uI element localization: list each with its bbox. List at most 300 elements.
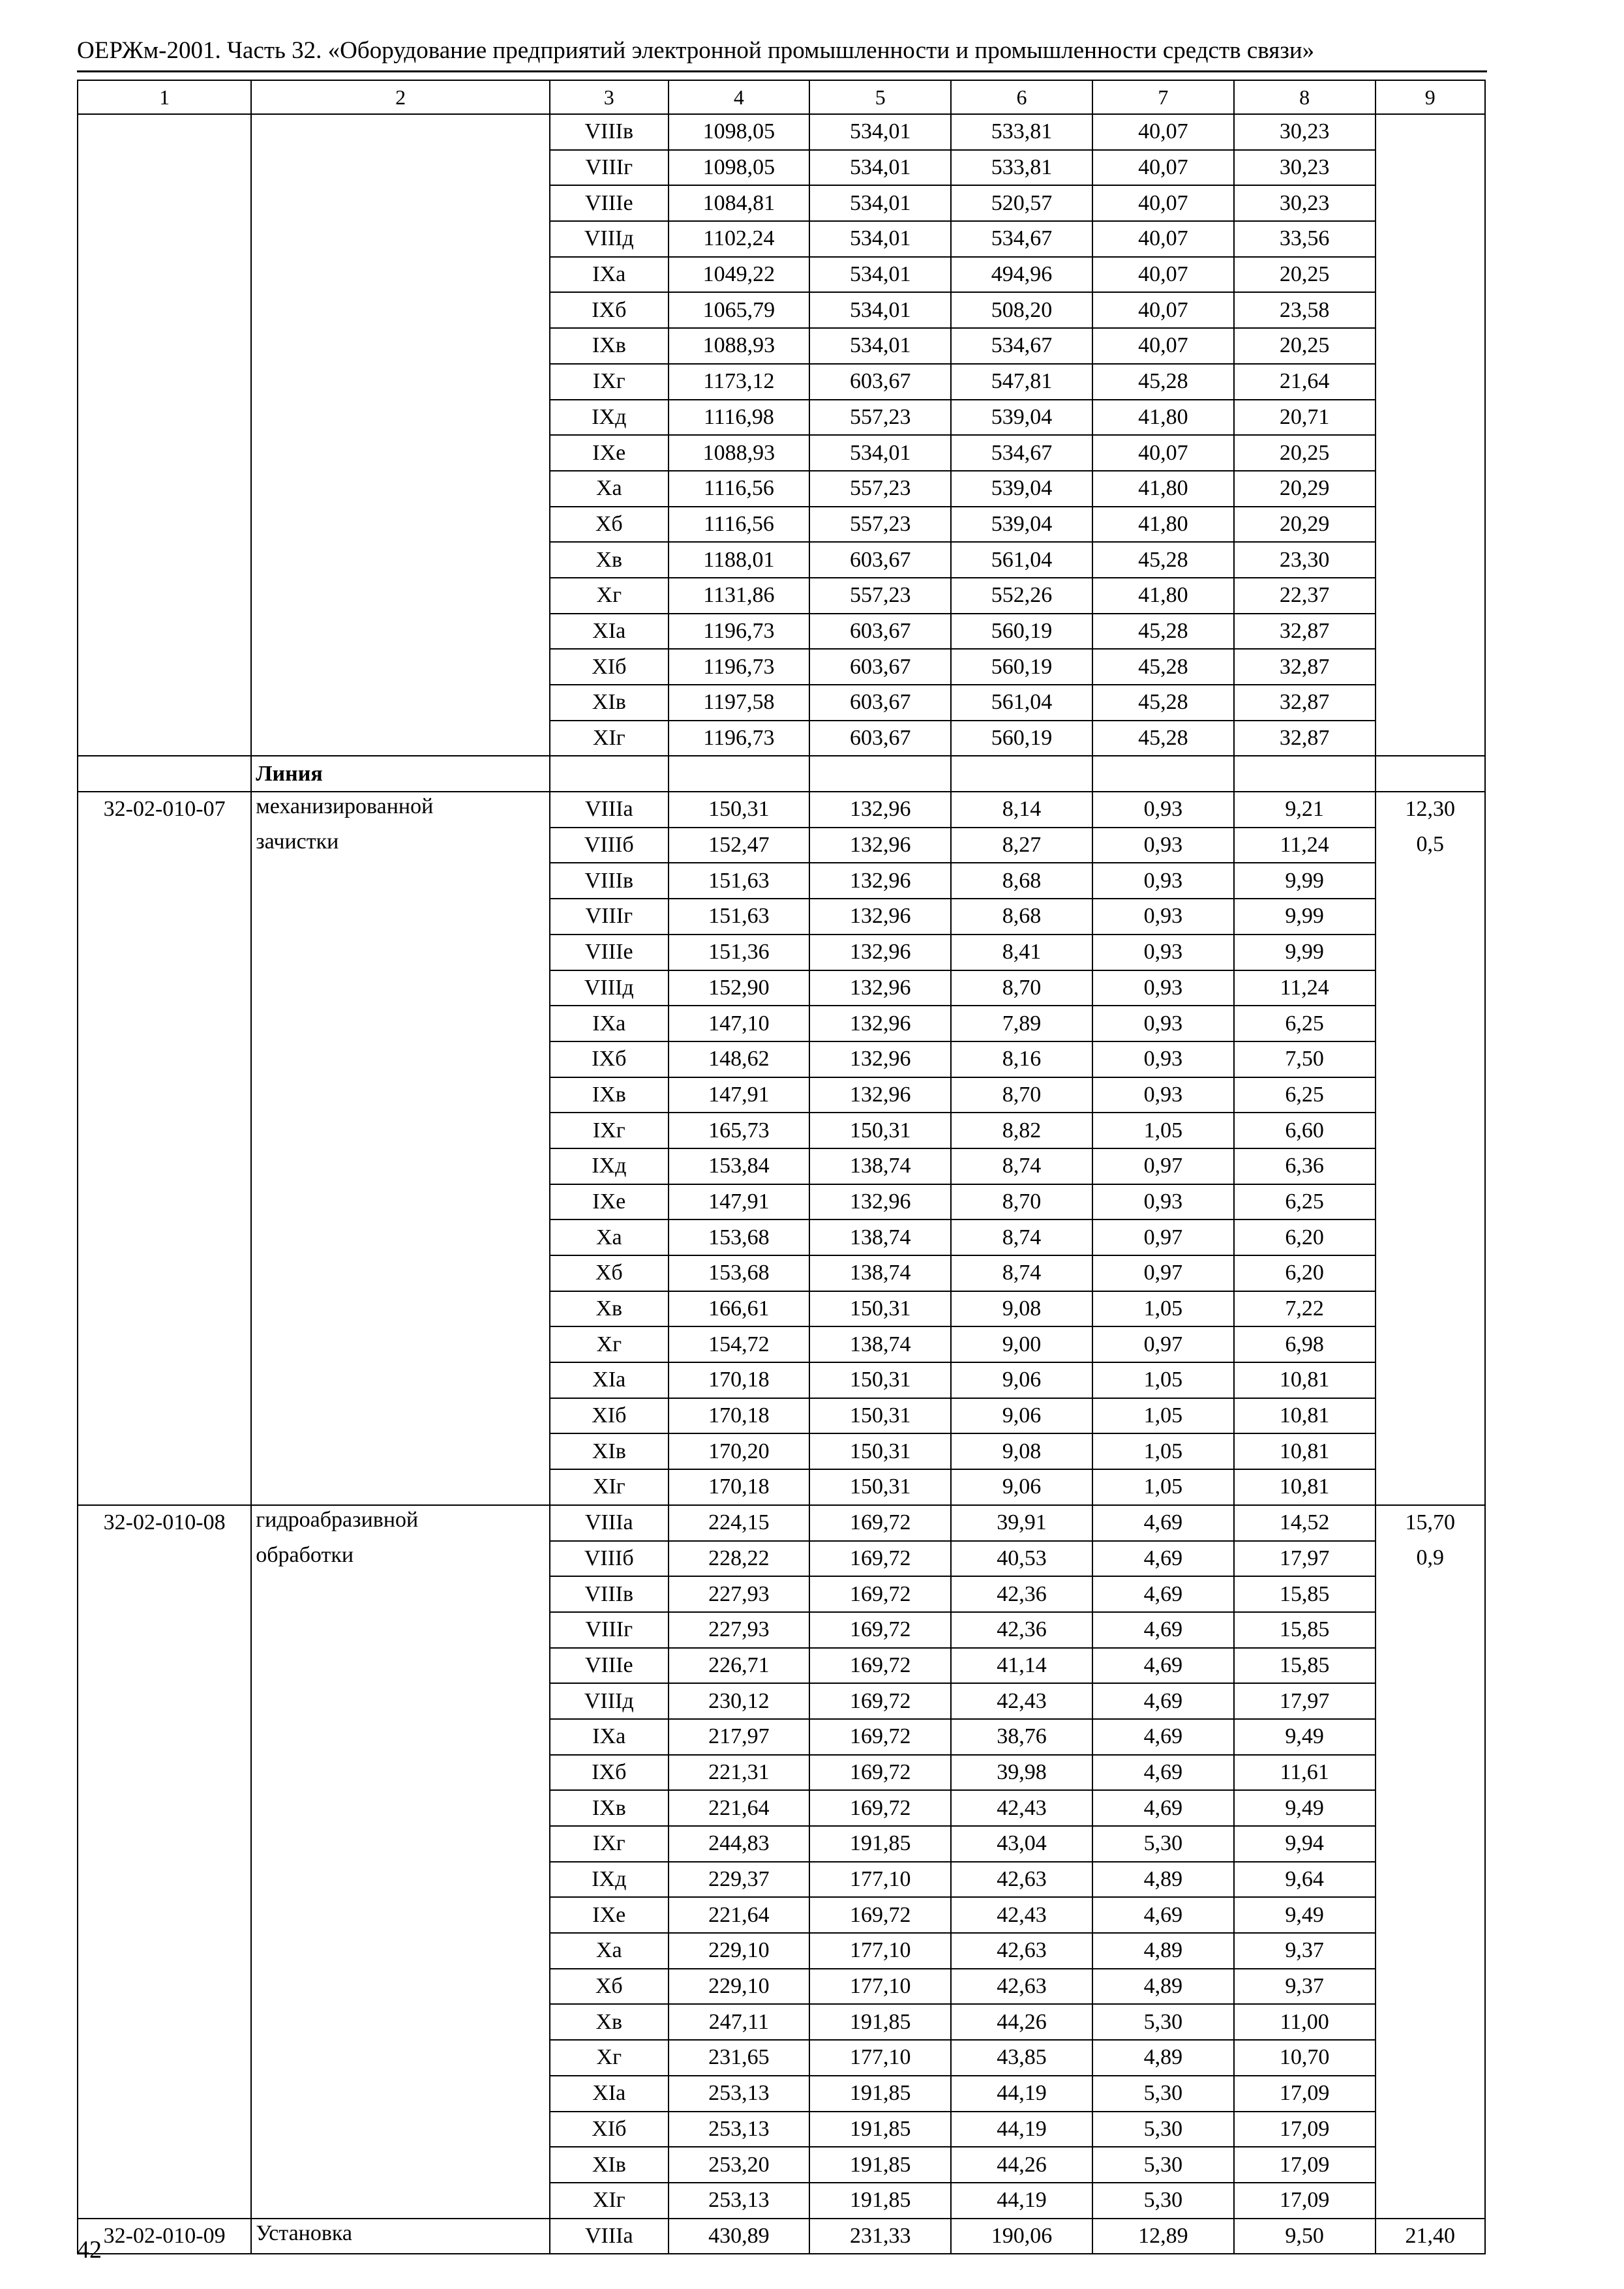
value-cell: 230,12 — [669, 1683, 810, 1719]
value-cell: 41,80 — [1092, 471, 1234, 507]
code-cell — [78, 1612, 251, 1648]
value-cell: 169,72 — [809, 1505, 951, 1541]
value-cell: 15,85 — [1234, 1576, 1376, 1612]
value-cell: 231,33 — [809, 2219, 951, 2254]
code-cell — [78, 2112, 251, 2147]
code-cell — [78, 2004, 251, 2040]
name-cell — [251, 649, 550, 685]
col9-cell — [1376, 1148, 1485, 1184]
value-cell: VIIIе — [550, 935, 669, 970]
table-row — [78, 828, 1485, 863]
code-cell — [78, 1648, 251, 1684]
value-cell: VIIIд — [550, 221, 669, 257]
value-cell: 43,04 — [951, 1826, 1092, 1862]
value-cell: XIб — [550, 1398, 669, 1434]
code-cell — [78, 471, 251, 507]
column-number: 9 — [1376, 80, 1485, 114]
table-row — [78, 1255, 1485, 1291]
value-cell: 224,15 — [669, 1505, 810, 1541]
value-cell: 190,06 — [951, 2219, 1092, 2254]
col9-cell — [1376, 400, 1485, 436]
table-row — [78, 114, 1485, 150]
table-row — [78, 721, 1485, 756]
value-cell: 430,89 — [669, 2219, 810, 2254]
value-cell: 150,31 — [669, 792, 810, 828]
value-cell: 229,37 — [669, 1862, 810, 1898]
code-cell — [78, 400, 251, 436]
table-row — [78, 1469, 1485, 1505]
code-cell — [78, 649, 251, 685]
name-cell — [251, 935, 550, 970]
name-cell — [251, 1612, 550, 1648]
code-cell — [78, 1113, 251, 1148]
code-cell — [78, 1148, 251, 1184]
value-cell: 138,74 — [809, 1255, 951, 1291]
value-cell: 17,09 — [1234, 2076, 1376, 2112]
col9-cell — [1376, 1362, 1485, 1398]
code-cell — [78, 114, 251, 150]
name-cell — [251, 185, 550, 221]
value-cell: 39,98 — [951, 1755, 1092, 1791]
value-cell: 4,69 — [1092, 1897, 1234, 1933]
col9-cell — [1376, 185, 1485, 221]
value-cell: 4,89 — [1092, 1862, 1234, 1898]
name-cell — [251, 2112, 550, 2147]
value-cell: 138,74 — [809, 1326, 951, 1362]
value-cell: 547,81 — [951, 364, 1092, 400]
value-cell: 0,93 — [1092, 1184, 1234, 1220]
value-cell: 11,24 — [1234, 970, 1376, 1006]
value-cell: 1098,05 — [669, 114, 810, 150]
value-cell: 23,58 — [1234, 292, 1376, 328]
table-row — [78, 1006, 1485, 1041]
table-row — [78, 970, 1485, 1006]
table-row — [78, 1291, 1485, 1327]
name-cell — [251, 328, 550, 364]
value-cell: 165,73 — [669, 1113, 810, 1148]
value-cell: 8,68 — [951, 863, 1092, 899]
value-cell: 560,19 — [951, 721, 1092, 756]
table-row — [78, 935, 1485, 970]
value-cell: 132,96 — [809, 1077, 951, 1113]
col9-cell — [1376, 1113, 1485, 1148]
value-cell: 20,29 — [1234, 471, 1376, 507]
value-cell: VIIIг — [550, 1612, 669, 1648]
value-cell: 228,22 — [669, 1541, 810, 1577]
name-cell: механизированной — [251, 792, 550, 828]
value-cell: 9,08 — [951, 1433, 1092, 1469]
table-row — [78, 1719, 1485, 1755]
name-cell — [251, 685, 550, 721]
value-cell: 9,21 — [1234, 792, 1376, 828]
table-row — [78, 1219, 1485, 1255]
table-row — [78, 2219, 1485, 2254]
value-cell: 30,23 — [1234, 114, 1376, 150]
value-cell: Xв — [550, 542, 669, 578]
value-cell: 4,69 — [1092, 1576, 1234, 1612]
value-cell: IXб — [550, 1041, 669, 1077]
name-cell — [251, 1648, 550, 1684]
value-cell: 132,96 — [809, 1041, 951, 1077]
col9-cell — [1376, 1862, 1485, 1898]
code-cell — [78, 1541, 251, 1577]
value-cell: 5,30 — [1092, 2004, 1234, 2040]
value-cell: 557,23 — [809, 400, 951, 436]
value-cell: 15,85 — [1234, 1612, 1376, 1648]
name-cell — [251, 364, 550, 400]
table-row — [78, 2040, 1485, 2076]
name-cell — [251, 1362, 550, 1398]
table-row — [78, 292, 1485, 328]
code-cell — [78, 507, 251, 543]
value-cell: 1049,22 — [669, 257, 810, 293]
value-cell: 9,99 — [1234, 935, 1376, 970]
value-cell: 132,96 — [809, 970, 951, 1006]
value-cell: XIa — [550, 614, 669, 650]
table-row — [78, 2147, 1485, 2183]
value-cell: 1188,01 — [669, 542, 810, 578]
code-cell — [78, 756, 251, 792]
value-cell: VIIIе — [550, 1648, 669, 1684]
table-row — [78, 1541, 1485, 1577]
value-cell: 8,82 — [951, 1113, 1092, 1148]
value-cell: 45,28 — [1092, 685, 1234, 721]
value-cell: IXд — [550, 1862, 669, 1898]
value-cell: 560,19 — [951, 649, 1092, 685]
value-cell: 229,10 — [669, 1969, 810, 2005]
name-cell — [251, 1041, 550, 1077]
name-cell — [251, 1433, 550, 1469]
value-cell: 40,07 — [1092, 150, 1234, 186]
value-cell: 561,04 — [951, 685, 1092, 721]
value-cell: 150,31 — [809, 1362, 951, 1398]
name-cell: Установка — [251, 2219, 550, 2254]
value-cell: IXе — [550, 1184, 669, 1220]
code-cell — [78, 1326, 251, 1362]
value-cell: 132,96 — [809, 828, 951, 863]
table-row — [78, 685, 1485, 721]
value-cell: IXa — [550, 1006, 669, 1041]
value-cell: 253,13 — [669, 2112, 810, 2147]
name-cell — [251, 1006, 550, 1041]
code-cell — [78, 150, 251, 186]
value-cell: 22,37 — [1234, 578, 1376, 614]
value-cell: 221,64 — [669, 1897, 810, 1933]
name-cell — [251, 114, 550, 150]
table-row — [78, 792, 1485, 828]
value-cell: 561,04 — [951, 542, 1092, 578]
name-cell — [251, 435, 550, 471]
table-row — [78, 1862, 1485, 1898]
value-cell: 138,74 — [809, 1148, 951, 1184]
value-cell: 177,10 — [809, 1862, 951, 1898]
table-row — [78, 1576, 1485, 1612]
name-cell — [251, 1398, 550, 1434]
value-cell: IXг — [550, 364, 669, 400]
col9-cell — [1376, 471, 1485, 507]
value-cell: IXе — [550, 1897, 669, 1933]
value-cell: 132,96 — [809, 1184, 951, 1220]
value-cell: 227,93 — [669, 1576, 810, 1612]
value-cell: 170,18 — [669, 1362, 810, 1398]
value-cell: XIг — [550, 1469, 669, 1505]
value-cell: 603,67 — [809, 649, 951, 685]
name-cell — [251, 542, 550, 578]
col9-cell — [1376, 150, 1485, 186]
col9-cell — [1376, 614, 1485, 650]
value-cell: 5,30 — [1092, 1826, 1234, 1862]
code-cell — [78, 685, 251, 721]
table-row — [78, 649, 1485, 685]
value-cell: 41,80 — [1092, 578, 1234, 614]
code-cell — [78, 1291, 251, 1327]
code-cell — [78, 1755, 251, 1791]
value-cell: 40,07 — [1092, 185, 1234, 221]
name-cell — [251, 507, 550, 543]
value-cell: 1197,58 — [669, 685, 810, 721]
code-cell — [78, 221, 251, 257]
value-cell: 221,64 — [669, 1790, 810, 1826]
col9-cell — [1376, 756, 1485, 792]
value-cell: VIIIa — [550, 2219, 669, 2254]
value-cell: 42,43 — [951, 1683, 1092, 1719]
value-cell: 152,90 — [669, 970, 810, 1006]
value-cell: 1,05 — [1092, 1291, 1234, 1327]
value-cell: 169,72 — [809, 1683, 951, 1719]
value-cell: 11,24 — [1234, 828, 1376, 863]
value-cell: 30,23 — [1234, 185, 1376, 221]
value-cell: 5,30 — [1092, 2183, 1234, 2219]
value-cell: 10,81 — [1234, 1433, 1376, 1469]
code-cell — [78, 828, 251, 863]
col9-cell — [1376, 2004, 1485, 2040]
value-cell: 42,43 — [951, 1790, 1092, 1826]
value-cell: IXв — [550, 328, 669, 364]
value-cell: 152,47 — [669, 828, 810, 863]
value-cell: 44,26 — [951, 2004, 1092, 2040]
col9-cell — [1376, 649, 1485, 685]
name-cell — [251, 1897, 550, 1933]
value-cell: 42,63 — [951, 1933, 1092, 1969]
table-row — [78, 1755, 1485, 1791]
col9-cell — [1376, 863, 1485, 899]
value-cell: 44,19 — [951, 2183, 1092, 2219]
value-cell: 44,19 — [951, 2076, 1092, 2112]
table-row — [78, 578, 1485, 614]
value-cell: 253,20 — [669, 2147, 810, 2183]
name-cell — [251, 1683, 550, 1719]
table-row — [78, 328, 1485, 364]
value-cell: 1088,93 — [669, 328, 810, 364]
value-cell: 1084,81 — [669, 185, 810, 221]
code-cell — [78, 614, 251, 650]
group-label-row — [78, 756, 1485, 792]
code-cell — [78, 2183, 251, 2219]
value-cell: 7,89 — [951, 1006, 1092, 1041]
value-cell: 0,93 — [1092, 935, 1234, 970]
value-cell: IXв — [550, 1790, 669, 1826]
col9-cell — [1376, 292, 1485, 328]
value-cell: 5,30 — [1092, 2112, 1234, 2147]
value-cell: 0,97 — [1092, 1219, 1234, 1255]
table-row — [78, 1326, 1485, 1362]
value-cell: 8,74 — [951, 1219, 1092, 1255]
empty-cell — [669, 756, 810, 792]
table-row — [78, 2004, 1485, 2040]
value-cell: 191,85 — [809, 2183, 951, 2219]
value-cell: 4,69 — [1092, 1755, 1234, 1791]
value-cell: 170,18 — [669, 1469, 810, 1505]
value-cell: IXе — [550, 435, 669, 471]
empty-cell — [809, 756, 951, 792]
name-cell — [251, 1862, 550, 1898]
value-cell: 1,05 — [1092, 1433, 1234, 1469]
col9-cell — [1376, 1790, 1485, 1826]
value-cell: IXa — [550, 257, 669, 293]
value-cell: 226,71 — [669, 1648, 810, 1684]
table-row — [78, 471, 1485, 507]
value-cell: 9,64 — [1234, 1862, 1376, 1898]
value-cell: 1,05 — [1092, 1362, 1234, 1398]
name-cell — [251, 614, 550, 650]
name-cell — [251, 1255, 550, 1291]
value-cell: 534,01 — [809, 435, 951, 471]
value-cell: 0,93 — [1092, 1006, 1234, 1041]
value-cell: IXб — [550, 1755, 669, 1791]
name-cell — [251, 150, 550, 186]
value-cell: 17,97 — [1234, 1683, 1376, 1719]
value-cell: XIб — [550, 2112, 669, 2147]
value-cell: 33,56 — [1234, 221, 1376, 257]
name-cell — [251, 1113, 550, 1148]
code-cell — [78, 542, 251, 578]
value-cell: 10,70 — [1234, 2040, 1376, 2076]
value-cell: 4,69 — [1092, 1790, 1234, 1826]
code-cell — [78, 970, 251, 1006]
value-cell: 0,93 — [1092, 899, 1234, 935]
name-cell — [251, 257, 550, 293]
value-cell: 30,23 — [1234, 150, 1376, 186]
value-cell: 8,70 — [951, 1184, 1092, 1220]
value-cell: 132,96 — [809, 935, 951, 970]
code-cell — [78, 1398, 251, 1434]
value-cell: 534,01 — [809, 328, 951, 364]
code-cell — [78, 2076, 251, 2112]
name-cell — [251, 1184, 550, 1220]
value-cell: 17,09 — [1234, 2112, 1376, 2147]
code-cell — [78, 1862, 251, 1898]
value-cell: 7,22 — [1234, 1291, 1376, 1327]
value-cell: 539,04 — [951, 507, 1092, 543]
name-cell — [251, 2147, 550, 2183]
col9-cell — [1376, 935, 1485, 970]
value-cell: 4,69 — [1092, 1612, 1234, 1648]
value-cell: 8,70 — [951, 1077, 1092, 1113]
value-cell: 170,18 — [669, 1398, 810, 1434]
group-label: Линия — [251, 756, 550, 792]
value-cell: 45,28 — [1092, 721, 1234, 756]
value-cell: 45,28 — [1092, 649, 1234, 685]
value-cell: 0,93 — [1092, 792, 1234, 828]
code-cell — [78, 292, 251, 328]
value-cell: 229,10 — [669, 1933, 810, 1969]
code-cell — [78, 1719, 251, 1755]
value-cell: XIв — [550, 2147, 669, 2183]
value-cell: XIг — [550, 2183, 669, 2219]
value-cell: 1196,73 — [669, 721, 810, 756]
name-cell: обработки — [251, 1541, 550, 1577]
value-cell: IXв — [550, 1077, 669, 1113]
col9-cell — [1376, 1826, 1485, 1862]
value-cell: 20,71 — [1234, 400, 1376, 436]
name-cell — [251, 1969, 550, 2005]
value-cell: 166,61 — [669, 1291, 810, 1327]
value-cell: 20,25 — [1234, 257, 1376, 293]
rates-table — [77, 80, 1486, 2254]
value-cell: IXг — [550, 1113, 669, 1148]
value-cell: 6,98 — [1234, 1326, 1376, 1362]
table-row — [78, 2076, 1485, 2112]
value-cell: Xa — [550, 471, 669, 507]
name-cell — [251, 2040, 550, 2076]
value-cell: 4,69 — [1092, 1648, 1234, 1684]
value-cell: 42,63 — [951, 1862, 1092, 1898]
col9-cell: 0,5 — [1376, 828, 1485, 863]
value-cell: 17,09 — [1234, 2183, 1376, 2219]
value-cell: VIIIa — [550, 1505, 669, 1541]
col9-cell: 0,9 — [1376, 1541, 1485, 1577]
code-cell — [78, 863, 251, 899]
code-cell — [78, 1790, 251, 1826]
value-cell: 8,41 — [951, 935, 1092, 970]
col9-cell — [1376, 1041, 1485, 1077]
value-cell: 1088,93 — [669, 435, 810, 471]
value-cell: 1098,05 — [669, 150, 810, 186]
value-cell: 534,67 — [951, 435, 1092, 471]
value-cell: VIIIг — [550, 899, 669, 935]
col9-cell — [1376, 1398, 1485, 1434]
table-row — [78, 542, 1485, 578]
value-cell: 191,85 — [809, 2112, 951, 2147]
value-cell: 4,69 — [1092, 1683, 1234, 1719]
value-cell: 9,06 — [951, 1398, 1092, 1434]
value-cell: 560,19 — [951, 614, 1092, 650]
column-number-row — [78, 80, 1485, 114]
value-cell: 9,08 — [951, 1291, 1092, 1327]
value-cell: 1102,24 — [669, 221, 810, 257]
value-cell: 9,06 — [951, 1362, 1092, 1398]
column-number: 3 — [550, 80, 669, 114]
value-cell: VIIIa — [550, 792, 669, 828]
name-cell — [251, 863, 550, 899]
value-cell: 40,53 — [951, 1541, 1092, 1577]
code-cell — [78, 935, 251, 970]
value-cell: 169,72 — [809, 1541, 951, 1577]
header-rule — [77, 70, 1487, 72]
value-cell: Xa — [550, 1219, 669, 1255]
value-cell: 147,91 — [669, 1184, 810, 1220]
code-cell: 32-02-010-09 — [78, 2219, 251, 2254]
value-cell: 247,11 — [669, 2004, 810, 2040]
table-row — [78, 1897, 1485, 1933]
code-cell: 32-02-010-08 — [78, 1505, 251, 1541]
value-cell: 534,01 — [809, 257, 951, 293]
table-row — [78, 1113, 1485, 1148]
value-cell: 40,07 — [1092, 114, 1234, 150]
col9-cell: 12,30 — [1376, 792, 1485, 828]
col9-cell — [1376, 1291, 1485, 1327]
value-cell: 20,29 — [1234, 507, 1376, 543]
